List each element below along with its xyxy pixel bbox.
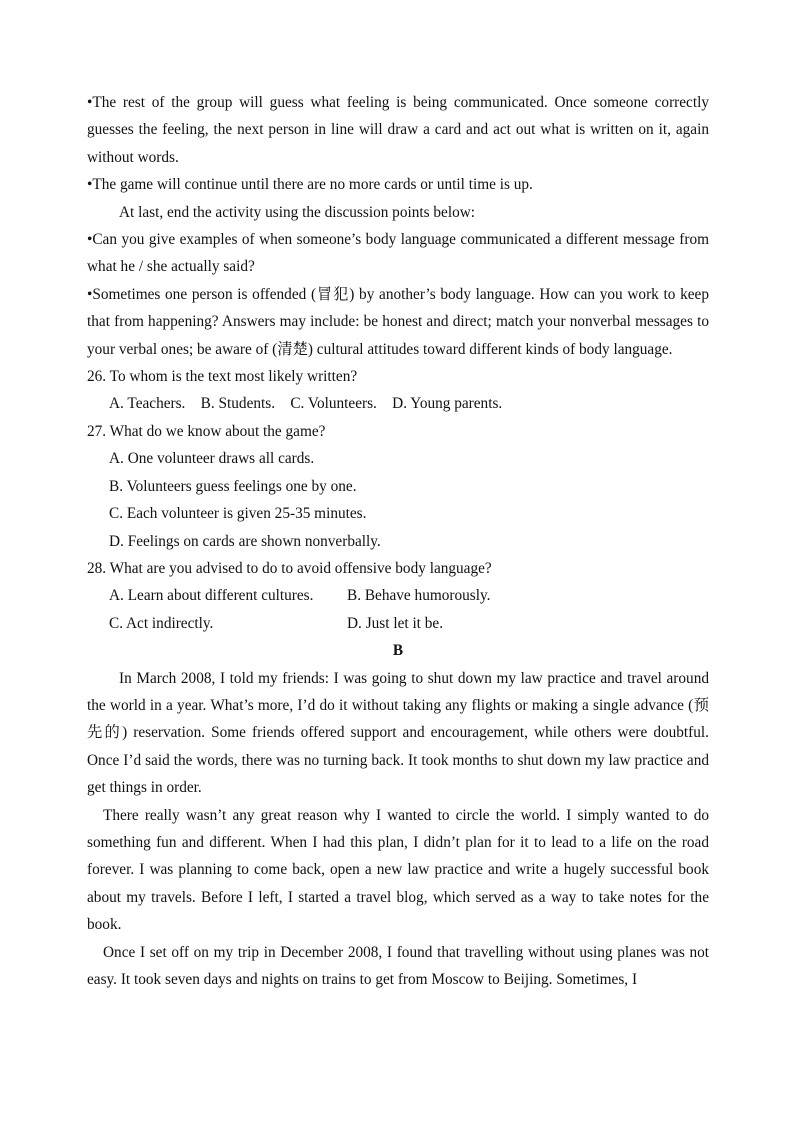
question-27-option-a: A. One volunteer draws all cards. [109, 450, 315, 468]
question-27-option-c: C. Each volunteer is given 25-35 minutes. [109, 505, 367, 523]
bullet-game-continue: •The game will continue until there are no more cards or until time is up. [87, 176, 533, 194]
question-28-options-row-1 [87, 582, 709, 609]
bullet-guess-feeling: •The rest of the group will guess what feeling is being communicated. Once someone correctly guesses the feeling, the next person in line will draw a card and act out what is written on it, again without words. [87, 94, 709, 166]
closing-instruction: At last, end the activity using the discussion points below: [119, 203, 476, 221]
section-heading-b: B [392, 642, 404, 660]
passage-b-paragraph-2: There really wasn’t any great reason why I wanted to circle the world. I simply wanted to do something fun and different. When I had this plan, I didn’t plan for it to lead to a life on the road forever. I was planning to come back, open a new law practice and write a hugely successful book about my travels. Before I left, I started a travel blog, which served as a way to take notes for the book. [87, 806, 709, 934]
question-26-stem: 26. To whom is the text most likely written? [87, 368, 358, 386]
question-28-option-a: A. Learn about different cultures. [109, 587, 314, 605]
question-28-option-c: C. Act indirectly. [109, 614, 214, 632]
document-page [87, 89, 709, 993]
question-28-option-b: B. Behave humorously. [347, 587, 491, 605]
bullet-discussion-examples: •Can you give examples of when someone’s body language communicated a different message from what he / she actually said? [87, 231, 709, 276]
passage-b-paragraph-3: Once I set off on my trip in December 2008, I found that travelling without using planes was not easy. It took seven days and nights on trains to get from Moscow to Beijing. Sometimes, I [87, 943, 709, 988]
question-27-option-d: D. Feelings on cards are shown nonverbally. [109, 532, 381, 550]
question-27-option-b: B. Volunteers guess feelings one by one. [109, 477, 357, 495]
bullet-discussion-offended: •Sometimes one person is offended (冒犯) by another’s body language. How can you work to keep that from happening? Answers may include: be honest and direct; match your nonverbal messages to your verbal ones; be aware of (清楚) cultural attitudes toward different kinds of body language. [87, 285, 709, 358]
question-28-options-row-2 [87, 610, 709, 637]
question-28-stem: 28. What are you advised to do to avoid offensive body language? [87, 559, 492, 577]
passage-b-paragraph-1: In March 2008, I told my friends: I was going to shut down my law practice and travel around the world in a year. What’s more, I’d do it without taking any flights or making a single advance (预先的) reservation. Some friends offered support and encouragement, while others were doubtful. Once I’d said the words, there was no turning back. It took months to shut down my law practice and get things in order. [87, 669, 709, 797]
question-27-stem: 27. What do we know about the game? [87, 422, 326, 440]
question-26-options: A. Teachers. B. Students. C. Volunteers. D. Young parents. [109, 395, 503, 413]
question-28-option-d: D. Just let it be. [347, 614, 444, 632]
